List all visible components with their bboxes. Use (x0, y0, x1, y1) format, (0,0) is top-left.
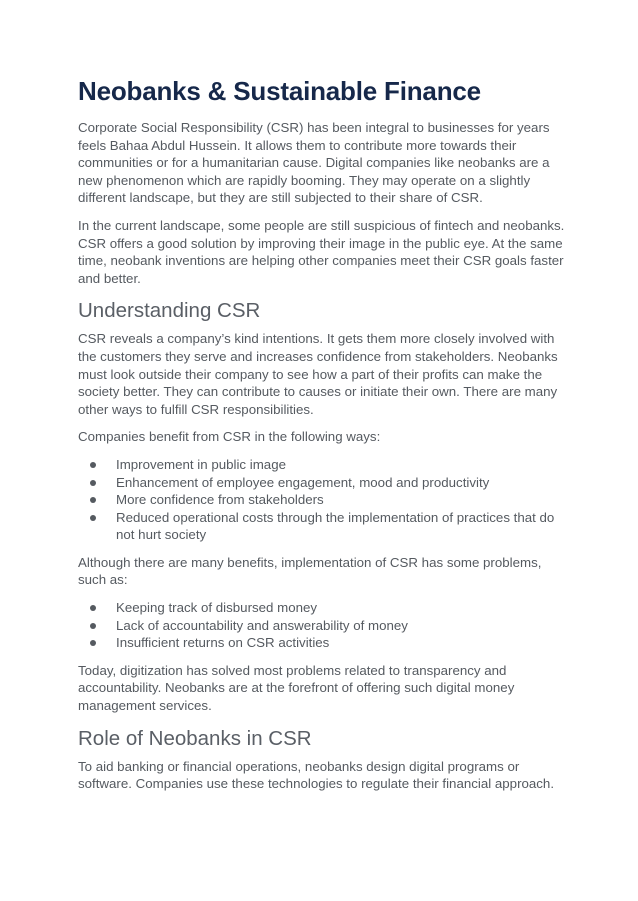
intro-paragraph-2: In the current landscape, some people are still suspicious of fintech and neobanks. CSR offers a good solution by improving their image in the public eye. At the same time, neobank inventions are helping other companies meet their CSR goals faster and better. (78, 217, 565, 286)
list-item (78, 491, 568, 509)
section-heading-understanding-csr: Understanding CSR (78, 299, 261, 323)
list-item-text: Enhancement of employee engagement, mood and productivity (116, 474, 490, 490)
page-title: Neobanks & Sustainable Finance (78, 76, 481, 106)
benefits-list (78, 456, 568, 544)
list-item-text: More confidence from stakeholders (116, 492, 324, 508)
closing-paragraph: Today, digitization has solved most problems related to transparency and accountability. Neobanks are at the forefront of offering such digital money management services. (78, 662, 515, 714)
bullet-icon (90, 480, 96, 486)
bullet-icon (90, 462, 96, 468)
list-item (78, 617, 568, 635)
list-item-text: Insufficient returns on CSR activities (116, 635, 330, 651)
list-item-text: Keeping track of disbursed money (116, 600, 318, 616)
list-item (78, 634, 568, 652)
list-item-text: Reduced operational costs through the implementation of practices that do not hurt society (116, 509, 555, 543)
problems-list (78, 599, 568, 652)
problems-intro: Although there are many benefits, implementation of CSR has some problems, such as: (78, 554, 542, 588)
role-of-neobanks-paragraph: To aid banking or financial operations, neobanks design digital programs or software. Companies use these technologies to regulate their financial approach. (78, 758, 555, 792)
bullet-icon (90, 515, 96, 521)
list-item (78, 456, 568, 474)
bullet-icon (90, 497, 96, 503)
understanding-csr-paragraph: CSR reveals a company’s kind intentions. It gets them more closely involved with the customers they serve and increases confidence from stakeholders. Neobanks must look outside their company to see how a part of their profits can make the society better. They can contribute to causes or initiate their own. There are many other ways to fulfill CSR responsibilities. (78, 331, 558, 417)
bullet-icon (90, 605, 96, 611)
document-page (78, 74, 568, 803)
list-item-text: Lack of accountability and answerability of money (116, 617, 408, 633)
list-item-text: Improvement in public image (116, 456, 286, 472)
bullet-icon (90, 623, 96, 629)
list-item (78, 599, 568, 617)
section-heading-role-of-neobanks: Role of Neobanks in CSR (78, 726, 312, 750)
benefits-intro: Companies benefit from CSR in the following ways: (78, 429, 381, 445)
bullet-icon (90, 640, 96, 646)
list-item (78, 509, 568, 544)
intro-paragraph-1: Corporate Social Responsibility (CSR) has been integral to businesses for years feels Bahaa Abdul Hussein. It allows them to contribute more towards their communities or for a humanitarian cause. Digital companies like neobanks are a new phenomenon which are rapidly booming. They may operate on a slightly different landscape, but they are still subjected to their share of CSR. (78, 120, 550, 206)
list-item (78, 474, 568, 492)
